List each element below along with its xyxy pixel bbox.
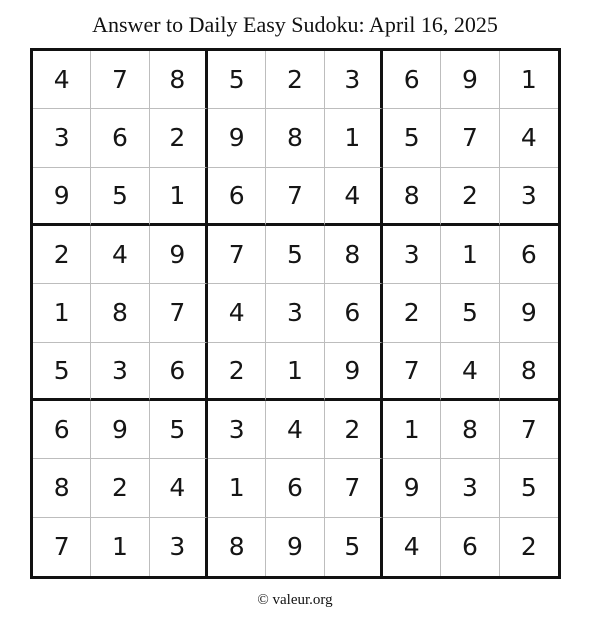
sudoku-cell-r9c9: 2 [520, 532, 537, 562]
sudoku-cell-r7c1: 6 [33, 401, 91, 459]
sudoku-cell-r7c7: 1 [383, 401, 441, 459]
sudoku-cell-r1c9: 1 [500, 51, 558, 109]
sudoku-cell-r6c9: 8 [500, 343, 558, 401]
credit-text: © valeur.org [257, 592, 333, 608]
sudoku-cell-r9c2: 1 [91, 518, 149, 576]
sudoku-cell-r6c4: 2 [208, 343, 266, 401]
sudoku-cell-r2c9: 4 [500, 109, 558, 167]
sudoku-cell-r5c4: 4 [208, 284, 266, 342]
sudoku-cell-r3c2: 5 [91, 168, 149, 226]
sudoku-cell-r6c7: 7 [383, 343, 441, 401]
sudoku-cell-r5c6: 6 [325, 284, 383, 342]
sudoku-cell-r9c8: 6 [441, 518, 499, 576]
sudoku-board [30, 48, 561, 579]
sudoku-cell-r2c4: 9 [208, 109, 266, 167]
sudoku-cell-r8c7: 9 [383, 459, 441, 517]
sudoku-cell-r9c4: 8 [208, 518, 266, 576]
sudoku-cell-r9c5: 9 [266, 518, 324, 576]
sudoku-cell-r4c4: 7 [208, 226, 266, 284]
sudoku-cell-r1c2: 7 [91, 51, 149, 109]
sudoku-cell-r6c5: 1 [266, 343, 324, 401]
sudoku-cell-r8c3: 4 [150, 459, 208, 517]
sudoku-cell-r8c4: 1 [208, 459, 266, 517]
sudoku-cell-r3c7: 8 [383, 168, 441, 226]
sudoku-cell-r9c7: 4 [383, 518, 441, 576]
sudoku-cell-r2c6: 1 [325, 109, 383, 167]
sudoku-cell-r1c8: 9 [441, 51, 499, 109]
sudoku-cell-r4c9: 6 [500, 226, 558, 284]
sudoku-cell-r5c5: 3 [266, 284, 324, 342]
sudoku-cell-r4c8: 1 [441, 226, 499, 284]
sudoku-cell-r6c8: 4 [441, 343, 499, 401]
sudoku-cell-r2c7: 5 [383, 109, 441, 167]
sudoku-cell-r5c8: 5 [441, 284, 499, 342]
sudoku-cell-r3c8: 2 [441, 168, 499, 226]
sudoku-cell-r5c3: 7 [150, 284, 208, 342]
sudoku-cell-r8c1: 8 [33, 459, 91, 517]
sudoku-cell-r2c5: 8 [266, 109, 324, 167]
sudoku-cell-r1c5: 2 [266, 51, 324, 109]
sudoku-cell-r3c6: 4 [325, 168, 383, 226]
sudoku-cell-r5c9: 9 [500, 284, 558, 342]
sudoku-cell-r4c3: 9 [150, 226, 208, 284]
sudoku-cell-r1c6: 3 [325, 51, 383, 109]
sudoku-cell-r5c7: 2 [383, 284, 441, 342]
sudoku-cell-r6c6: 9 [325, 343, 383, 401]
sudoku-cell-r3c9: 3 [500, 168, 558, 226]
sudoku-cell-r1c1: 4 [33, 51, 91, 109]
sudoku-cell-r8c8: 3 [441, 459, 499, 517]
sudoku-cell-r6c1: 5 [33, 343, 91, 401]
sudoku-cell-r8c2: 2 [91, 459, 149, 517]
sudoku-cell-r5c1: 1 [33, 284, 91, 342]
sudoku-cell-r7c6: 2 [325, 401, 383, 459]
sudoku-cell-r4c2: 4 [91, 226, 149, 284]
sudoku-cell-r7c2: 9 [91, 401, 149, 459]
sudoku-cell-r3c4: 6 [208, 168, 266, 226]
sudoku-cell-r4c7: 3 [383, 226, 441, 284]
sudoku-cell-r2c3: 2 [150, 109, 208, 167]
sudoku-cell-r9c6: 5 [325, 518, 383, 576]
sudoku-cell-r8c5: 6 [266, 459, 324, 517]
sudoku-cell-r8c6: 7 [325, 459, 383, 517]
sudoku-cell-r2c1: 3 [33, 109, 91, 167]
sudoku-cell-r2c8: 7 [441, 109, 499, 167]
sudoku-cell-r7c8: 8 [441, 401, 499, 459]
sudoku-cell-r1c4: 5 [208, 51, 266, 109]
sudoku-cell-r9c1: 7 [33, 518, 91, 576]
sudoku-cell-r2c2: 6 [91, 109, 149, 167]
sudoku-cell-r9c3: 3 [150, 518, 208, 576]
sudoku-cell-r3c5: 7 [266, 168, 324, 226]
sudoku-cell-r7c9: 7 [500, 401, 558, 459]
sudoku-cell-r7c5: 4 [266, 401, 324, 459]
sudoku-cell-r1c7: 6 [383, 51, 441, 109]
sudoku-cell-r3c1: 9 [33, 168, 91, 226]
sudoku-cell-r8c9: 5 [500, 459, 558, 517]
sudoku-cell-r3c3: 1 [150, 168, 208, 226]
sudoku-cell-r4c6: 8 [325, 226, 383, 284]
page-title: Answer to Daily Easy Sudoku: April 16, 2025 [92, 12, 498, 37]
sudoku-cell-r1c3: 8 [150, 51, 208, 109]
sudoku-cell-r4c1: 2 [33, 226, 91, 284]
sudoku-cell-r4c5: 5 [266, 226, 324, 284]
sudoku-cell-r5c2: 8 [91, 284, 149, 342]
sudoku-cell-r7c3: 5 [150, 401, 208, 459]
sudoku-cell-r6c2: 3 [91, 343, 149, 401]
sudoku-cell-r6c3: 6 [150, 343, 208, 401]
sudoku-cell-r7c4: 3 [208, 401, 266, 459]
